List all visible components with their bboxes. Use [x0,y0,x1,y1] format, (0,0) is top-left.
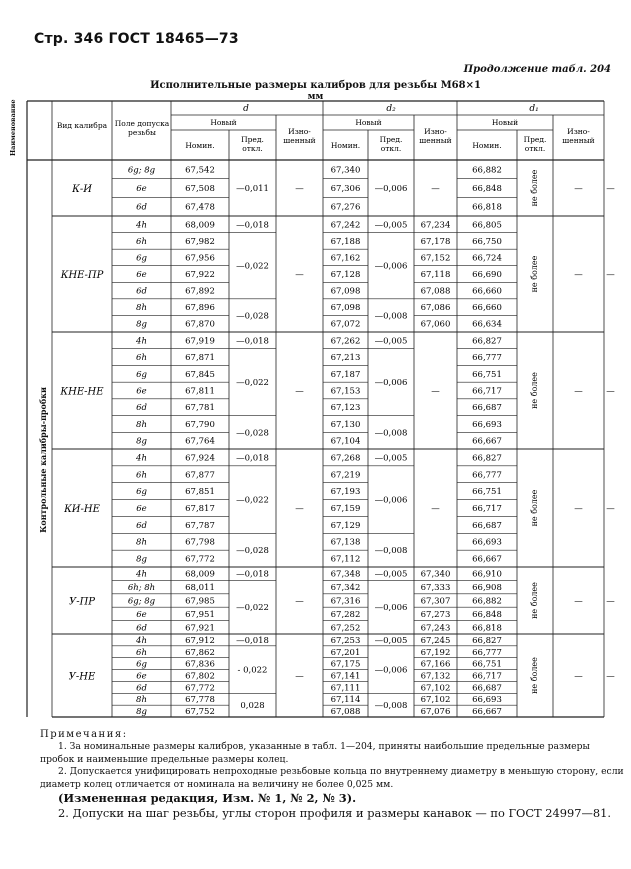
d2-worn: 67,234 [420,220,451,231]
not-more-label: не более [530,657,539,694]
tolerance-field: 6g; 8g [127,165,156,176]
d2-nominal: 67,201 [330,647,361,658]
tolerance-field: 6d [136,683,147,694]
gauge-type: У-НЕ [68,671,96,683]
header-vid: Вид калибра [56,121,108,130]
d2-deviation: —0,008 [374,701,408,712]
d2-nominal: 67,072 [330,319,361,330]
d1-nominal: 66,777 [472,470,502,481]
table-title: Исполнительные размеры калибров для резьбы М68×1 [150,80,481,91]
tolerance-field: 6e [136,386,147,397]
header-new: Новый [355,118,382,127]
not-more-label: не более [530,255,539,293]
d1-nominal: 66,751 [472,659,502,670]
tolerance-field: 4h [136,220,147,231]
d2-worn: 67,152 [420,253,451,264]
d2-deviation: —0,006 [374,184,408,194]
d2-nominal: 67,130 [330,419,361,430]
d2-deviation: —0,006 [374,603,408,614]
d1-nominal: 66,687 [472,403,502,414]
d2-nominal: 67,306 [330,184,361,194]
d2-nominal: 67,348 [330,569,361,580]
d2-deviation: —0,005 [374,336,408,347]
d1-deviation: — [574,386,583,397]
d1-nominal: 66,660 [472,303,502,314]
tolerance-field: 8g [136,319,147,330]
d-nominal: 67,778 [185,695,215,706]
gauge-type: У-ПР [68,596,96,608]
d2-nominal: 67,114 [330,695,361,706]
d2-worn: 67,243 [420,623,451,634]
d1-nominal: 66,724 [472,253,502,264]
table-unit: мм [307,92,324,102]
d1-nominal: 66,687 [472,683,502,694]
d1-nominal: 66,667 [472,436,502,447]
d2-nominal: 67,138 [330,537,361,548]
d1-worn: — [606,270,615,280]
tolerance-field: 8h [136,303,147,314]
d2-worn: 67,132 [420,671,451,682]
tolerance-field: 4h [136,453,147,464]
page-header: Стр. 346 ГОСТ 18465—73 [34,31,239,47]
d2-nominal: 67,188 [330,236,361,247]
d1-nominal: 66,908 [472,583,502,594]
d1-nominal: 66,750 [472,236,502,247]
d-worn: — [295,184,304,194]
d1-nominal: 66,818 [472,623,502,634]
d-nominal: 67,845 [185,369,215,380]
d1-worn: — [606,386,615,397]
d-nominal: 67,870 [185,319,215,330]
d2-nominal: 67,159 [330,504,361,514]
d1-nominal: 66,687 [472,520,502,531]
d-nominal: 67,982 [185,236,215,247]
d-deviation: —0,022 [236,603,269,614]
note-1: 1. За номинальные размеры калибров, указанные в табл. 1—204, приняты наибольшие предельные размеры пробок и наименьшие предельные размеры колец. [40,741,590,765]
d1-deviation: — [574,596,583,607]
d-nominal: 67,478 [185,202,215,213]
d-nominal: 68,009 [185,569,215,580]
header-worn: шенный [283,136,316,145]
tolerance-field: 6g [136,369,147,380]
d-nominal: 67,802 [185,671,215,682]
not-more-label: не более [530,582,539,619]
tolerance-field: 6h [136,647,147,658]
header-new: Новый [491,118,519,127]
tolerance-field: 6g [136,487,147,498]
tolerance-field: 6e [136,671,147,682]
d-nominal: 67,781 [185,403,215,414]
d2-worn: 67,118 [420,270,451,280]
gauge-type: К-И [72,184,92,195]
tolerance-field: 6d [136,286,147,297]
tolerance-field: 8h [136,419,147,430]
not-more-label: не более [530,169,539,207]
d-nominal: 67,817 [185,504,215,514]
d-nominal: 67,922 [185,270,215,280]
tolerance-field: 8g [136,707,147,718]
d2-nominal: 67,262 [330,336,361,347]
tolerance-field: 6d [136,202,147,213]
header-d2: d₂ [386,104,396,114]
d2-nominal: 67,253 [330,635,361,646]
d-nominal: 67,862 [185,647,215,658]
tolerance-field: 6e [136,504,147,514]
tolerance-field: 6h [136,353,147,364]
d-worn: — [295,386,304,397]
tolerance-field: 6g [136,253,147,264]
d1-deviation: — [574,184,583,194]
gauge-type: КИ-НЕ [64,504,100,515]
d2-nominal: 67,276 [330,202,361,213]
d1-nominal: 66,660 [472,286,502,297]
d2-nominal: 67,123 [330,403,361,414]
d2-worn: 67,245 [420,635,451,646]
d2-nominal: 67,252 [330,623,361,634]
header-pole: Поле допуска [114,119,170,128]
continuation-label: Продолжение табл. 204 [463,64,611,75]
d-nominal: 67,752 [185,707,215,718]
d2-worn: 67,102 [420,695,451,706]
not-more-label: не более [530,372,539,409]
note-2: 2. Допускается унифицировать непроходные резьбовые кольца по внутреннему диаметру в меньшую сторону, если диаметр колец отличается от номинала на величину не более 0,025 мм. [40,766,624,790]
d1-nominal: 66,910 [472,569,502,580]
d-nominal: 67,836 [185,659,215,670]
d1-nominal: 66,693 [472,419,502,430]
d1-worn: — [606,184,615,194]
tolerance-field: 6e [136,270,147,280]
tolerance-field: 4h [136,635,147,646]
d-nominal: 67,871 [185,353,215,364]
d-nominal: 67,919 [185,336,215,347]
gauge-type: КНЕ-ПР [60,270,104,281]
tolerance-field: 6e [136,609,147,620]
d2-nominal: 67,098 [330,286,361,297]
d-deviation: - 0,022 [237,665,268,676]
tolerance-field: 6g [136,659,147,670]
d2-nominal: 67,104 [330,436,361,447]
d2-nominal: 67,193 [330,487,361,498]
d-deviation: —0,011 [236,184,269,194]
d2-nominal: 67,242 [330,220,361,231]
d-nominal: 68,009 [185,220,215,231]
d-deviation: —0,022 [236,378,269,389]
d-deviation: —0,018 [236,336,269,347]
note-3: 2. Допуски на шаг резьбы, углы сторон профиля и размеры канавок — по ГОСТ 24997—81. [58,806,612,821]
d2-deviation: —0,008 [374,311,408,322]
d-nominal: 68,011 [185,583,215,594]
d2-worn: 67,166 [420,659,451,670]
d2-worn: — [431,184,440,194]
d1-worn: — [606,504,615,514]
tolerance-field: 6h [136,236,147,247]
d2-nominal: 67,213 [330,353,361,364]
d1-nominal: 66,690 [472,270,502,280]
d2-deviation: —0,005 [374,635,408,646]
header-worn: Изно- [288,127,311,136]
tolerance-field: 6h; 8h [127,583,156,594]
d1-worn: — [606,596,615,607]
tolerance-field: 6e [136,184,147,194]
header-pole: резьбы [128,128,156,137]
header-dev: Пред. [241,135,264,144]
not-more-label: не более [530,489,539,527]
tolerance-field: 8h [136,695,147,706]
d2-worn: 67,192 [420,647,451,658]
d2-nominal: 67,316 [330,596,361,607]
tolerance-field: 4h [136,336,147,347]
d-deviation: —0,018 [236,569,269,580]
d-deviation: 0,028 [240,701,265,712]
d-nominal: 67,790 [185,419,215,430]
d1-nominal: 66,717 [472,671,502,682]
header-worn: Изно- [424,127,447,136]
d1-nominal: 66,777 [472,353,502,364]
d2-deviation: —0,006 [374,261,408,272]
header-dev: откл. [380,144,402,153]
d1-nominal: 66,717 [472,386,502,397]
d1-nominal: 66,634 [472,319,502,330]
d1-nominal: 66,805 [472,220,502,231]
d1-nominal: 66,667 [472,554,502,565]
d-nominal: 67,811 [185,386,215,397]
d2-worn: 67,086 [420,303,451,314]
header-nominal: Номин. [330,141,361,150]
notes [40,729,625,821]
d2-deviation: —0,005 [374,220,408,231]
d-deviation: —0,022 [236,495,269,506]
d2-nominal: 67,153 [330,386,361,397]
header-worn: шенный [419,136,452,145]
d-nominal: 67,798 [185,537,215,548]
d2-worn: 67,333 [420,583,451,594]
header-dev: Пред. [523,135,547,144]
d2-nominal: 67,175 [330,659,361,670]
d2-deviation: —0,006 [374,665,408,676]
d2-worn: 67,307 [420,596,451,607]
d2-nominal: 67,282 [330,609,361,620]
d1-nominal: 66,848 [472,609,502,620]
d1-nominal: 66,693 [472,537,502,548]
d-nominal: 67,542 [185,165,215,176]
d-nominal: 67,896 [185,303,215,314]
d-worn: — [295,596,304,607]
d2-deviation: —0,005 [374,569,408,580]
d-nominal: 67,787 [185,520,215,531]
d-nominal: 67,877 [185,470,215,481]
d-deviation: —0,028 [236,428,269,439]
d2-worn: 67,178 [420,236,451,247]
d2-worn: 67,076 [420,707,451,718]
header-d: d [243,104,249,114]
d-nominal: 67,508 [185,184,215,194]
d1-nominal: 66,827 [472,635,502,646]
tolerance-field: 8g [136,554,147,565]
d1-deviation: — [574,504,583,514]
d2-nominal: 67,111 [330,683,361,694]
d1-nominal: 66,818 [472,202,502,213]
d2-worn: 67,340 [420,569,451,580]
d1-nominal: 66,827 [472,453,502,464]
tolerance-field: 4h [136,569,147,580]
side-label: Контрольные калибры-пробки [38,387,48,533]
d-worn: — [295,504,304,514]
d2-nominal: 67,128 [330,270,361,280]
d2-nominal: 67,098 [330,303,361,314]
d2-nominal: 67,141 [330,671,361,682]
d1-deviation: — [574,270,583,280]
d2-worn: 67,060 [420,319,451,330]
d-deviation: —0,028 [236,311,269,322]
d2-worn: — [431,504,440,514]
gauge-type: КНЕ-НЕ [60,386,104,398]
d2-deviation: —0,005 [374,453,408,464]
d2-nominal: 67,340 [330,165,361,176]
tolerance-field: 6d [136,623,147,634]
d2-nominal: 67,219 [330,470,361,481]
col-name-header: Наименование [9,99,17,156]
d-worn: — [295,671,304,682]
d2-nominal: 67,129 [330,520,361,531]
tolerance-field: 8h [136,537,147,548]
tolerance-field: 6d [136,403,147,414]
header-d1: d₁ [529,104,539,114]
d1-nominal: 66,667 [472,707,502,718]
d1-nominal: 66,717 [472,504,502,514]
d1-nominal: 66,848 [472,184,502,194]
header-dev: откл. [524,144,546,153]
header-nominal: Номин. [185,141,215,150]
header-new: Новый [210,118,237,127]
d2-deviation: —0,008 [374,428,408,439]
tolerance-field: 6d [136,520,147,531]
d-nominal: 67,764 [185,436,215,447]
d-nominal: 67,951 [185,609,215,620]
d2-nominal: 67,162 [330,253,361,264]
tolerance-field: 8g [136,436,147,447]
d-nominal: 67,892 [185,286,215,297]
d-nominal: 67,924 [185,453,215,464]
d2-worn: 67,102 [420,683,451,694]
d-deviation: —0,018 [236,453,269,464]
d-deviation: —0,028 [236,546,269,557]
d-nominal: 67,772 [185,683,215,694]
d2-deviation: —0,006 [374,378,408,389]
d1-nominal: 66,882 [472,596,502,607]
d-worn: — [295,270,304,280]
d1-nominal: 66,693 [472,695,502,706]
d-deviation: —0,018 [236,220,269,231]
d2-worn: — [431,386,440,397]
header-nominal: Номин. [472,141,502,150]
d-nominal: 67,772 [185,554,215,565]
d2-nominal: 67,342 [330,583,361,594]
d1-nominal: 66,751 [472,369,502,380]
d-nominal: 67,985 [185,596,215,607]
d-nominal: 67,912 [185,635,215,646]
d2-worn: 67,273 [420,609,451,620]
d-nominal: 67,956 [185,253,215,264]
edition-note: (Измененная редакция, Изм. № 1, № 2, № 3). [58,791,357,806]
header-dev: откл. [242,144,263,153]
d1-nominal: 66,777 [472,647,502,658]
d2-nominal: 67,112 [330,554,361,565]
d2-worn: 67,088 [420,286,451,297]
notes-heading: Примечания: [40,729,128,740]
d1-deviation: — [574,671,583,682]
header-worn: шенный [562,136,595,145]
tolerance-field: 6h [136,470,147,481]
header-dev: Пред. [379,135,403,144]
d2-deviation: —0,006 [374,495,408,506]
d2-nominal: 67,088 [330,707,361,718]
d2-nominal: 67,268 [330,453,361,464]
d2-deviation: —0,008 [374,546,408,557]
d1-nominal: 66,882 [472,165,502,176]
d-nominal: 67,921 [185,623,215,634]
d1-nominal: 66,751 [472,487,502,498]
d-deviation: —0,022 [236,261,269,272]
d-deviation: —0,018 [236,635,269,646]
tolerance-field: 6g; 8g [127,596,156,607]
d-nominal: 67,851 [185,487,215,498]
header-worn: Изно- [567,127,590,136]
d1-nominal: 66,827 [472,336,502,347]
d1-worn: — [606,671,615,682]
d2-nominal: 67,187 [330,369,361,380]
